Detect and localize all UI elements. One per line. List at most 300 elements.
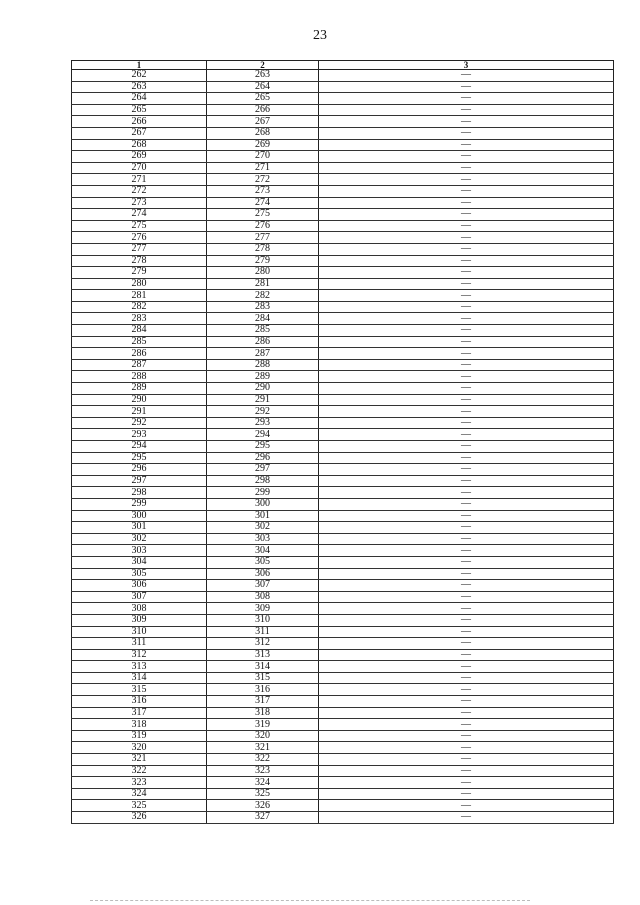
dash-mark: — [461, 440, 471, 452]
dash-mark: — [461, 475, 471, 487]
cell-col-1: 282 [72, 301, 207, 313]
dash-mark: — [461, 162, 471, 174]
cell-col-3 [319, 290, 614, 302]
cell-col-3 [319, 777, 614, 789]
cell-col-1: 299 [72, 498, 207, 510]
cell-col-2: 283 [207, 301, 319, 313]
dash-mark: — [461, 753, 471, 765]
cell-col-1: 322 [72, 765, 207, 777]
dash-mark: — [461, 672, 471, 684]
table-row [72, 209, 614, 221]
cell-col-1: 308 [72, 603, 207, 615]
cell-col-1: 272 [72, 185, 207, 197]
dash-mark: — [461, 544, 471, 556]
cell-col-3 [319, 800, 614, 812]
dash-mark: — [461, 660, 471, 672]
cell-col-2: 324 [207, 777, 319, 789]
dash-mark: — [461, 139, 471, 150]
cell-col-3 [319, 162, 614, 174]
cell-col-2: 304 [207, 545, 319, 557]
cell-col-1: 301 [72, 522, 207, 534]
dash-mark: — [461, 765, 471, 776]
table-row [72, 197, 614, 209]
cell-col-3 [319, 441, 614, 453]
cell-col-3 [319, 498, 614, 510]
page-number: 23 [313, 28, 327, 43]
cell-col-2: 314 [207, 661, 319, 673]
dash-mark: — [461, 730, 471, 742]
dash-mark: — [461, 347, 471, 359]
cell-col-2: 293 [207, 417, 319, 429]
table-row [72, 742, 614, 754]
dash-mark: — [461, 626, 471, 637]
cell-col-1: 311 [72, 638, 207, 650]
table-row [72, 475, 614, 487]
column-header-2: 2 [207, 61, 319, 70]
dash-mark: — [461, 741, 471, 753]
cell-col-1: 321 [72, 754, 207, 766]
dash-mark: — [461, 568, 471, 579]
table-row [72, 452, 614, 464]
dash-mark: — [461, 69, 471, 81]
table-header-row [72, 61, 614, 70]
cell-col-3 [319, 255, 614, 267]
cell-col-3 [319, 359, 614, 371]
cell-col-1: 283 [72, 313, 207, 325]
dash-mark: — [461, 776, 471, 788]
cell-col-1: 267 [72, 127, 207, 139]
table-row [72, 522, 614, 534]
dash-mark: — [461, 243, 471, 255]
cell-col-2: 279 [207, 255, 319, 267]
cell-col-3 [319, 812, 614, 824]
table-row [72, 498, 614, 510]
cell-col-3 [319, 278, 614, 290]
cell-col-2: 303 [207, 533, 319, 545]
cell-col-3 [319, 301, 614, 313]
cell-col-1: 303 [72, 545, 207, 557]
cell-col-1: 319 [72, 730, 207, 742]
cell-col-2: 312 [207, 638, 319, 650]
cell-col-2: 306 [207, 568, 319, 580]
cell-col-1: 310 [72, 626, 207, 638]
cell-col-1: 291 [72, 406, 207, 418]
cell-col-1: 309 [72, 614, 207, 626]
table-row [72, 441, 614, 453]
dash-mark: — [461, 417, 471, 429]
cell-col-3 [319, 638, 614, 650]
table-row [72, 93, 614, 105]
table-row [72, 313, 614, 325]
cell-col-3 [319, 568, 614, 580]
cell-col-2: 265 [207, 93, 319, 105]
dash-mark: — [461, 336, 471, 347]
dash-mark: — [461, 788, 471, 800]
dash-mark: — [461, 127, 471, 139]
dash-mark: — [461, 92, 471, 104]
cell-col-3 [319, 591, 614, 603]
table-row [72, 719, 614, 731]
cell-col-2: 263 [207, 70, 319, 82]
dash-mark: — [461, 185, 471, 197]
cell-col-3 [319, 348, 614, 360]
dash-mark: — [461, 718, 471, 730]
cell-col-2: 272 [207, 174, 319, 186]
cell-col-1: 314 [72, 672, 207, 684]
cell-col-2: 268 [207, 127, 319, 139]
table-row [72, 417, 614, 429]
table-row [72, 220, 614, 232]
table-row [72, 383, 614, 395]
table-row [72, 232, 614, 244]
cell-col-3 [319, 661, 614, 673]
cell-col-3 [319, 730, 614, 742]
table-row [72, 394, 614, 406]
table-row [72, 754, 614, 766]
cell-col-1: 270 [72, 162, 207, 174]
dash-mark: — [461, 173, 471, 185]
dash-mark: — [461, 799, 471, 811]
cell-col-1: 295 [72, 452, 207, 464]
cell-col-3 [319, 464, 614, 476]
table-row [72, 278, 614, 290]
cell-col-3 [319, 220, 614, 232]
cell-col-3 [319, 614, 614, 626]
cell-col-2: 305 [207, 556, 319, 568]
cell-col-1: 279 [72, 267, 207, 279]
cell-col-3 [319, 754, 614, 766]
table-row [72, 603, 614, 615]
table-row [72, 139, 614, 151]
cell-col-1: 318 [72, 719, 207, 731]
dash-mark: — [461, 266, 471, 278]
cell-col-3 [319, 371, 614, 383]
cell-col-1: 304 [72, 556, 207, 568]
dash-mark: — [461, 150, 471, 162]
cell-col-3 [319, 232, 614, 244]
table-row [72, 545, 614, 557]
cell-col-1: 293 [72, 429, 207, 441]
cell-col-3 [319, 185, 614, 197]
table-row [72, 185, 614, 197]
cell-col-1: 287 [72, 359, 207, 371]
cell-col-2: 291 [207, 394, 319, 406]
table-row [72, 649, 614, 661]
cell-col-2: 296 [207, 452, 319, 464]
cell-col-2: 289 [207, 371, 319, 383]
cell-col-3 [319, 93, 614, 105]
cell-col-2: 302 [207, 522, 319, 534]
cell-col-1: 276 [72, 232, 207, 244]
dash-mark: — [461, 556, 471, 568]
table-row [72, 104, 614, 116]
cell-col-3 [319, 209, 614, 221]
table-row [72, 290, 614, 302]
cell-col-2: 277 [207, 232, 319, 244]
table-row [72, 800, 614, 812]
dash-mark: — [461, 104, 471, 116]
cell-col-3 [319, 487, 614, 499]
cell-col-2: 299 [207, 487, 319, 499]
cell-col-2: 285 [207, 325, 319, 337]
cell-col-1: 288 [72, 371, 207, 383]
dash-mark: — [461, 428, 471, 440]
cell-col-2: 309 [207, 603, 319, 615]
cell-col-1: 274 [72, 209, 207, 221]
cell-col-1: 323 [72, 777, 207, 789]
cell-col-3 [319, 788, 614, 800]
table-row [72, 325, 614, 337]
table-row [72, 788, 614, 800]
cell-col-3 [319, 267, 614, 279]
cell-col-3 [319, 81, 614, 93]
table-row [72, 568, 614, 580]
cell-col-2: 301 [207, 510, 319, 522]
cell-col-1: 266 [72, 116, 207, 128]
scan-artifact-line [90, 900, 530, 901]
dash-mark: — [461, 220, 471, 232]
data-table [71, 60, 614, 824]
cell-col-3 [319, 151, 614, 163]
table-row [72, 765, 614, 777]
cell-col-3 [319, 325, 614, 337]
dash-mark: — [461, 707, 471, 718]
cell-col-1: 286 [72, 348, 207, 360]
cell-col-2: 327 [207, 812, 319, 824]
dash-mark: — [461, 637, 471, 649]
table-body [72, 70, 614, 824]
cell-col-1: 325 [72, 800, 207, 812]
cell-col-2: 282 [207, 290, 319, 302]
table-row [72, 777, 614, 789]
cell-col-2: 290 [207, 383, 319, 395]
cell-col-1: 298 [72, 487, 207, 499]
dash-mark: — [461, 208, 471, 220]
dash-mark: — [461, 695, 471, 707]
table-row [72, 371, 614, 383]
cell-col-2: 313 [207, 649, 319, 661]
cell-col-2: 315 [207, 672, 319, 684]
cell-col-1: 320 [72, 742, 207, 754]
cell-col-3 [319, 174, 614, 186]
dash-mark: — [461, 382, 471, 394]
table-row [72, 661, 614, 673]
table-row [72, 116, 614, 128]
cell-col-3 [319, 116, 614, 128]
table-row [72, 580, 614, 592]
cell-col-2: 320 [207, 730, 319, 742]
cell-col-1: 284 [72, 325, 207, 337]
cell-col-2: 278 [207, 243, 319, 255]
cell-col-2: 307 [207, 580, 319, 592]
table-row [72, 243, 614, 255]
cell-col-3 [319, 672, 614, 684]
cell-col-2: 292 [207, 406, 319, 418]
cell-col-1: 262 [72, 70, 207, 82]
cell-col-1: 307 [72, 591, 207, 603]
cell-col-2: 319 [207, 719, 319, 731]
dash-mark: — [461, 602, 471, 614]
dash-mark: — [461, 370, 471, 382]
table-row [72, 672, 614, 684]
cell-col-1: 317 [72, 707, 207, 719]
table-row [72, 696, 614, 708]
cell-col-1: 269 [72, 151, 207, 163]
cell-col-2: 273 [207, 185, 319, 197]
table-row [72, 684, 614, 696]
dash-mark: — [461, 811, 471, 823]
cell-col-1: 292 [72, 417, 207, 429]
dash-mark: — [461, 452, 471, 463]
cell-col-1: 280 [72, 278, 207, 290]
cell-col-1: 315 [72, 684, 207, 696]
dash-mark: — [461, 115, 471, 127]
cell-col-3 [319, 533, 614, 545]
table-row [72, 162, 614, 174]
cell-col-2: 297 [207, 464, 319, 476]
cell-col-1: 281 [72, 290, 207, 302]
cell-col-2: 326 [207, 800, 319, 812]
table-row [72, 151, 614, 163]
cell-col-1: 289 [72, 383, 207, 395]
dash-mark: — [461, 81, 471, 92]
cell-col-3 [319, 510, 614, 522]
table-row [72, 556, 614, 568]
cell-col-1: 297 [72, 475, 207, 487]
table-row [72, 174, 614, 186]
cell-col-1: 306 [72, 580, 207, 592]
cell-col-3 [319, 127, 614, 139]
cell-col-1: 265 [72, 104, 207, 116]
cell-col-2: 287 [207, 348, 319, 360]
table-row [72, 127, 614, 139]
cell-col-1: 277 [72, 243, 207, 255]
cell-col-2: 321 [207, 742, 319, 754]
dash-mark: — [461, 649, 471, 660]
table-row [72, 487, 614, 499]
dash-mark: — [461, 463, 471, 475]
cell-col-1: 305 [72, 568, 207, 580]
cell-col-3 [319, 336, 614, 348]
dash-mark: — [461, 521, 471, 533]
table-row [72, 81, 614, 93]
cell-col-3 [319, 707, 614, 719]
table-row [72, 464, 614, 476]
cell-col-1: 313 [72, 661, 207, 673]
cell-col-3 [319, 603, 614, 615]
cell-col-1: 294 [72, 441, 207, 453]
cell-col-3 [319, 580, 614, 592]
cell-col-1: 312 [72, 649, 207, 661]
cell-col-1: 296 [72, 464, 207, 476]
cell-col-3 [319, 626, 614, 638]
dash-mark: — [461, 324, 471, 336]
cell-col-2: 288 [207, 359, 319, 371]
dash-mark: — [461, 289, 471, 301]
cell-col-3 [319, 742, 614, 754]
cell-col-1: 300 [72, 510, 207, 522]
cell-col-2: 266 [207, 104, 319, 116]
table-row [72, 510, 614, 522]
dash-mark: — [461, 197, 471, 208]
cell-col-3 [319, 197, 614, 209]
dash-mark: — [461, 498, 471, 510]
table-row [72, 638, 614, 650]
table-row [72, 429, 614, 441]
cell-col-1: 264 [72, 93, 207, 105]
table-row [72, 267, 614, 279]
cell-col-2: 300 [207, 498, 319, 510]
table-row [72, 614, 614, 626]
cell-col-3 [319, 243, 614, 255]
cell-col-3 [319, 394, 614, 406]
dash-mark: — [461, 591, 471, 603]
cell-col-2: 294 [207, 429, 319, 441]
cell-col-1: 268 [72, 139, 207, 151]
cell-col-2: 308 [207, 591, 319, 603]
cell-col-3 [319, 556, 614, 568]
column-header-1: 1 [72, 61, 207, 70]
dash-mark: — [461, 579, 471, 591]
dash-mark: — [461, 683, 471, 695]
cell-col-3 [319, 313, 614, 325]
cell-col-2: 322 [207, 754, 319, 766]
cell-col-2: 275 [207, 209, 319, 221]
cell-col-2: 311 [207, 626, 319, 638]
dash-mark: — [461, 312, 471, 324]
cell-col-2: 325 [207, 788, 319, 800]
dash-mark: — [461, 359, 471, 371]
cell-col-2: 270 [207, 151, 319, 163]
cell-col-3 [319, 765, 614, 777]
cell-col-1: 273 [72, 197, 207, 209]
cell-col-2: 267 [207, 116, 319, 128]
cell-col-2: 318 [207, 707, 319, 719]
cell-col-3 [319, 406, 614, 418]
cell-col-2: 317 [207, 696, 319, 708]
cell-col-3 [319, 649, 614, 661]
cell-col-3 [319, 139, 614, 151]
cell-col-1: 290 [72, 394, 207, 406]
cell-col-3 [319, 417, 614, 429]
cell-col-1: 326 [72, 812, 207, 824]
cell-col-2: 286 [207, 336, 319, 348]
dash-mark: — [461, 533, 471, 545]
table-row [72, 626, 614, 638]
dash-mark: — [461, 394, 471, 405]
cell-col-3 [319, 522, 614, 534]
table-row [72, 336, 614, 348]
dash-mark: — [461, 231, 471, 243]
cell-col-1: 275 [72, 220, 207, 232]
cell-col-3 [319, 684, 614, 696]
table-row [72, 533, 614, 545]
cell-col-3 [319, 429, 614, 441]
table-row [72, 70, 614, 82]
cell-col-1: 302 [72, 533, 207, 545]
cell-col-3 [319, 719, 614, 731]
cell-col-1: 263 [72, 81, 207, 93]
cell-col-1: 278 [72, 255, 207, 267]
cell-col-1: 285 [72, 336, 207, 348]
cell-col-2: 264 [207, 81, 319, 93]
cell-col-3 [319, 545, 614, 557]
dash-mark: — [461, 510, 471, 521]
table-row [72, 301, 614, 313]
dash-mark: — [461, 486, 471, 498]
cell-col-2: 271 [207, 162, 319, 174]
cell-col-2: 323 [207, 765, 319, 777]
